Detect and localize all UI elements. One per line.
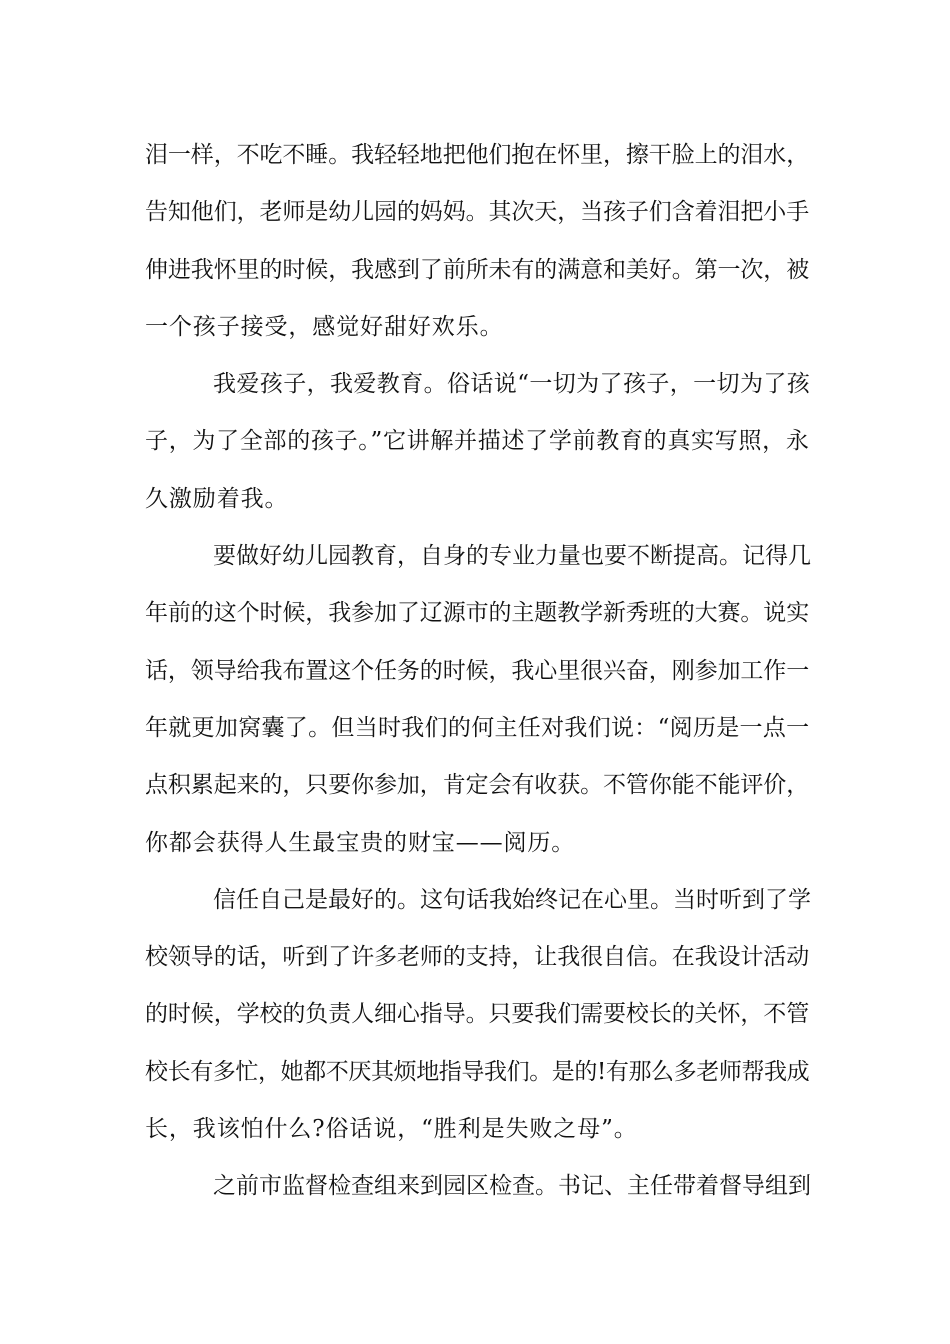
text-line: 一个孩子接受，感觉好甜好欢乐。 <box>145 313 504 340</box>
text-line: 子，为了全部的孩子。”它讲解并描述了学前教育的真实写照，永 <box>145 428 810 455</box>
text-line: 点积累起来的，只要你参加，肯定会有收获。不管你能不能评价， <box>145 772 810 799</box>
text-line: 年就更加窝囊了。但当时我们的何主任对我们说：“阅历是一点一 <box>145 714 810 741</box>
text-line: 你都会获得人生最宝贵的财宝——阅历。 <box>145 829 576 856</box>
paragraph-first-line: 信任自己是最好的。这句话我始终记在心里。当时听到了学 <box>213 886 811 913</box>
text-line: 长，我该怕什么?俗话说，“胜利是失败之母”。 <box>145 1116 638 1143</box>
text-line: 校领导的话，听到了许多老师的支持，让我很自信。在我设计活动 <box>145 944 810 971</box>
text-line: 校长有多忙，她都不厌其烦地指导我们。是的!有那么多老师帮我成 <box>145 1058 810 1085</box>
text-line: 话，领导给我布置这个任务的时候，我心里很兴奋，刚参加工作一 <box>145 657 810 684</box>
text-line: 久激励着我。 <box>145 485 289 512</box>
paragraph-first-line: 之前市监督检查组来到园区检查。书记、主任带着督导组到 <box>213 1173 811 1200</box>
body-text <box>145 127 810 1216</box>
text-line: 告知他们，老师是幼儿园的妈妈。其次天，当孩子们含着泪把小手 <box>145 199 810 226</box>
text-line: 年前的这个时候，我参加了辽源市的主题教学新秀班的大赛。说实 <box>145 600 810 627</box>
paragraph-first-line: 我爱孩子，我爱教育。俗话说“一切为了孩子，一切为了孩 <box>213 371 811 398</box>
text-line: 伸进我怀里的时候，我感到了前所未有的满意和美好。第一次，被 <box>145 256 810 283</box>
paragraph-first-line: 要做好幼儿园教育，自身的专业力量也要不断提高。记得几 <box>213 543 811 570</box>
text-line: 的时候，学校的负责人细心指导。只要我们需要校长的关怀，不管 <box>145 1001 810 1028</box>
text-line: 泪一样，不吃不睡。我轻轻地把他们抱在怀里，擦干脸上的泪水， <box>145 142 810 168</box>
